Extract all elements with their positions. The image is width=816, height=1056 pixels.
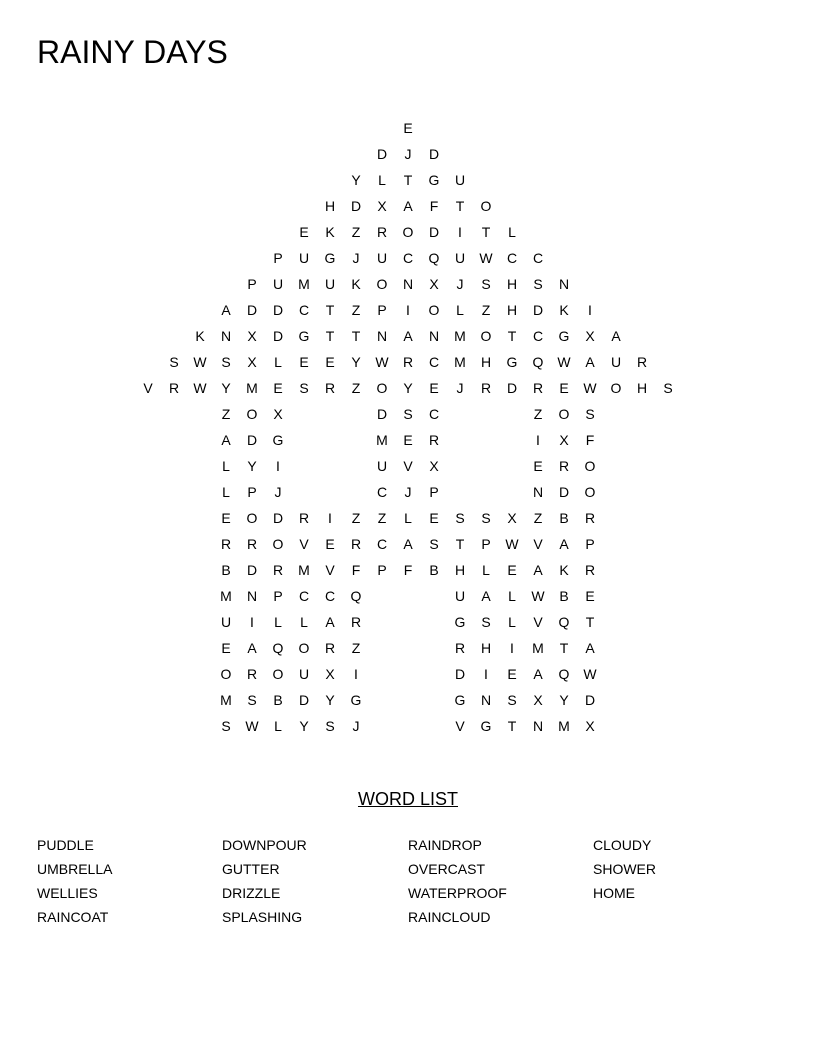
grid-letter: O: [480, 198, 492, 214]
grid-letter: E: [507, 562, 517, 578]
grid-letter: E: [507, 666, 517, 682]
grid-letter: J: [404, 484, 412, 500]
grid-letter: L: [508, 588, 516, 604]
grid-letter: R: [584, 510, 596, 526]
grid-letter: S: [403, 406, 413, 422]
grid-letter: X: [429, 276, 439, 292]
grid-letter: X: [585, 718, 595, 734]
grid-letter: L: [274, 718, 282, 734]
grid-letter: R: [220, 536, 232, 552]
word-list-item: SPLASHING: [222, 909, 303, 925]
grid-letter: W: [193, 380, 207, 396]
grid-letter: T: [559, 640, 569, 656]
grid-letter: Z: [351, 640, 361, 656]
grid-letter: E: [299, 354, 309, 370]
grid-letter: M: [532, 640, 544, 656]
page-title: RAINY DAYS: [37, 34, 228, 70]
grid-letter: G: [558, 328, 570, 344]
grid-letter: N: [558, 276, 570, 292]
grid-letter: O: [298, 640, 310, 656]
grid-letter: L: [274, 354, 282, 370]
grid-letter: P: [481, 536, 491, 552]
grid-letter: T: [507, 328, 517, 344]
grid-letter: G: [298, 328, 310, 344]
grid-letter: S: [429, 536, 439, 552]
grid-letter: L: [508, 224, 516, 240]
grid-letter: I: [588, 302, 592, 318]
grid-letter: T: [481, 224, 491, 240]
grid-letter: E: [221, 510, 231, 526]
grid-letter: U: [272, 276, 284, 292]
grid-letter: S: [325, 718, 335, 734]
grid-letter: V: [533, 536, 543, 552]
grid-letter: F: [403, 562, 413, 578]
grid-letter: V: [403, 458, 413, 474]
grid-letter: E: [559, 380, 569, 396]
word-list-item: OVERCAST: [408, 861, 486, 877]
grid-letter: S: [507, 692, 517, 708]
grid-letter: W: [505, 536, 519, 552]
grid-letter: D: [272, 510, 284, 526]
grid-letter: U: [610, 354, 622, 370]
grid-letter: R: [636, 354, 648, 370]
grid-letter: R: [324, 380, 336, 396]
grid-letter: F: [429, 198, 439, 214]
grid-letter: Y: [403, 380, 413, 396]
grid-letter: N: [376, 328, 388, 344]
grid-letter: L: [404, 510, 412, 526]
grid-letter: W: [583, 380, 597, 396]
grid-letter: F: [351, 562, 361, 578]
grid-letter: R: [324, 640, 336, 656]
grid-letter: W: [557, 354, 571, 370]
word-list-item: GUTTER: [222, 861, 280, 877]
grid-letter: O: [220, 666, 232, 682]
grid-letter: V: [325, 562, 335, 578]
grid-letter: J: [404, 146, 412, 162]
grid-letter: E: [403, 432, 413, 448]
grid-letter: Y: [351, 172, 361, 188]
grid-letter: U: [454, 172, 466, 188]
grid-letter: R: [584, 562, 596, 578]
grid-letter: U: [220, 614, 232, 630]
grid-letter: D: [246, 302, 258, 318]
grid-letter: C: [428, 354, 440, 370]
grid-letter: T: [585, 614, 595, 630]
grid-letter: Y: [299, 718, 309, 734]
grid-letter: O: [272, 536, 284, 552]
grid-letter: D: [246, 562, 258, 578]
grid-letter: V: [533, 614, 543, 630]
grid-letter: X: [429, 458, 439, 474]
grid-letter: R: [480, 380, 492, 396]
grid-letter: N: [480, 692, 492, 708]
grid-letter: B: [559, 510, 569, 526]
grid-letter: T: [507, 718, 517, 734]
grid-letter: M: [454, 328, 466, 344]
grid-letter: B: [273, 692, 283, 708]
grid-letter: E: [325, 536, 335, 552]
grid-letter: D: [272, 302, 284, 318]
grid-letter: S: [299, 380, 309, 396]
grid-letter: E: [403, 120, 413, 136]
word-list-heading: WORD LIST: [357, 789, 458, 809]
grid-letter: W: [479, 250, 493, 266]
word-list-item: SHOWER: [593, 861, 656, 877]
grid-letter: I: [536, 432, 540, 448]
grid-letter: Z: [481, 302, 491, 318]
grid-letter: C: [532, 250, 544, 266]
grid-letter: K: [559, 302, 569, 318]
grid-letter: H: [506, 276, 518, 292]
grid-letter: H: [506, 302, 518, 318]
grid-letter: C: [506, 250, 518, 266]
grid-letter: X: [585, 328, 595, 344]
grid-letter: N: [246, 588, 258, 604]
grid-letter: P: [273, 250, 283, 266]
grid-letter: O: [376, 380, 388, 396]
grid-letter: N: [402, 276, 414, 292]
grid-letter: S: [481, 510, 491, 526]
grid-letter: O: [272, 666, 284, 682]
grid-letter: L: [274, 614, 282, 630]
grid-letter: O: [246, 510, 258, 526]
grid-letter: R: [402, 354, 414, 370]
grid-letter: G: [428, 172, 440, 188]
word-list-item: RAINCOAT: [37, 909, 109, 925]
grid-letter: X: [559, 432, 569, 448]
grid-letter: K: [195, 328, 205, 344]
grid-letter: K: [351, 276, 361, 292]
grid-letter: C: [532, 328, 544, 344]
word-list-item: WELLIES: [37, 885, 98, 901]
grid-letter: C: [324, 588, 336, 604]
word-list-item: UMBRELLA: [37, 861, 113, 877]
grid-letter: P: [247, 276, 257, 292]
grid-letter: R: [558, 458, 570, 474]
grid-letter: I: [250, 614, 254, 630]
grid-letter: E: [429, 510, 439, 526]
grid-letter: S: [221, 354, 231, 370]
word-list-item: CLOUDY: [593, 837, 652, 853]
grid-letter: U: [454, 250, 466, 266]
grid-letter: X: [247, 328, 257, 344]
grid-letter: D: [558, 484, 570, 500]
grid-letter: S: [533, 276, 543, 292]
grid-letter: D: [584, 692, 596, 708]
grid-letter: A: [403, 536, 413, 552]
grid-letter: S: [663, 380, 673, 396]
grid-letter: J: [352, 718, 360, 734]
grid-letter: G: [454, 692, 466, 708]
grid-letter: A: [585, 640, 595, 656]
grid-letter: A: [533, 562, 543, 578]
grid-letter: B: [221, 562, 231, 578]
grid-letter: Q: [558, 614, 570, 630]
grid-letter: I: [458, 224, 462, 240]
grid-letter: I: [510, 640, 514, 656]
word-list-item: HOME: [593, 885, 635, 901]
grid-letter: R: [376, 224, 388, 240]
grid-letter: Q: [558, 666, 570, 682]
grid-letter: N: [532, 718, 544, 734]
grid-letter: R: [272, 562, 284, 578]
grid-letter: R: [428, 432, 440, 448]
grid-letter: I: [328, 510, 332, 526]
grid-letter: D: [376, 146, 388, 162]
grid-letter: R: [168, 380, 180, 396]
grid-letter: X: [325, 666, 335, 682]
grid-letter: U: [298, 666, 310, 682]
grid-letter: U: [376, 458, 388, 474]
grid-letter: Z: [377, 510, 387, 526]
grid-letter: D: [376, 406, 388, 422]
grid-letter: I: [484, 666, 488, 682]
grid-letter: K: [559, 562, 569, 578]
grid-letter: D: [272, 328, 284, 344]
grid-letter: S: [481, 276, 491, 292]
grid-letter: E: [429, 380, 439, 396]
grid-letter: E: [533, 458, 543, 474]
grid-letter: U: [376, 250, 388, 266]
grid-letter: G: [324, 250, 336, 266]
grid-letter: A: [221, 302, 231, 318]
grid-letter: X: [247, 354, 257, 370]
grid-letter: H: [636, 380, 648, 396]
grid-letter: T: [403, 172, 413, 188]
grid-letter: O: [246, 406, 258, 422]
grid-letter: R: [350, 614, 362, 630]
grid-letter: A: [403, 198, 413, 214]
grid-letter: W: [193, 354, 207, 370]
grid-letter: R: [298, 510, 310, 526]
grid-letter: E: [299, 224, 309, 240]
grid-letter: S: [585, 406, 595, 422]
grid-letter: W: [245, 718, 259, 734]
grid-letter: E: [221, 640, 231, 656]
grid-letter: S: [169, 354, 179, 370]
grid-letter: X: [507, 510, 517, 526]
grid-letter: C: [298, 302, 310, 318]
grid-letter: H: [480, 354, 492, 370]
grid-letter: P: [247, 484, 257, 500]
grid-letter: G: [506, 354, 518, 370]
grid-letter: R: [532, 380, 544, 396]
grid-letter: M: [454, 354, 466, 370]
grid-letter: Z: [351, 510, 361, 526]
grid-letter: N: [428, 328, 440, 344]
grid-letter: L: [300, 614, 308, 630]
grid-letter: A: [533, 666, 543, 682]
grid-letter: C: [428, 406, 440, 422]
grid-letter: Z: [221, 406, 231, 422]
grid-letter: S: [455, 510, 465, 526]
grid-letter: U: [454, 588, 466, 604]
grid-letter: O: [584, 484, 596, 500]
grid-letter: D: [428, 146, 440, 162]
grid-letter: I: [406, 302, 410, 318]
grid-letter: Y: [351, 354, 361, 370]
grid-letter: M: [558, 718, 570, 734]
grid-letter: C: [402, 250, 414, 266]
grid-letter: D: [506, 380, 518, 396]
grid-letter: R: [246, 666, 258, 682]
grid-letter: E: [273, 380, 283, 396]
grid-letter: L: [482, 562, 490, 578]
word-list-item: RAINDROP: [408, 837, 482, 853]
grid-letter: J: [456, 276, 464, 292]
grid-letter: G: [454, 614, 466, 630]
word-list-item: PUDDLE: [37, 837, 94, 853]
grid-letter: M: [220, 588, 232, 604]
grid-letter: T: [455, 536, 465, 552]
grid-letter: J: [352, 250, 360, 266]
grid-letter: Q: [350, 588, 362, 604]
grid-letter: D: [298, 692, 310, 708]
grid-letter: V: [455, 718, 465, 734]
grid-letter: W: [531, 588, 545, 604]
grid-letter: O: [402, 224, 414, 240]
grid-letter: D: [350, 198, 362, 214]
grid-letter: K: [325, 224, 335, 240]
grid-letter: R: [454, 640, 466, 656]
grid-letter: H: [480, 640, 492, 656]
grid-letter: A: [481, 588, 491, 604]
word-list-item: DRIZZLE: [222, 885, 281, 901]
grid-letter: O: [428, 302, 440, 318]
grid-letter: Z: [533, 406, 543, 422]
grid-letter: L: [508, 614, 516, 630]
grid-letter: P: [429, 484, 439, 500]
grid-letter: D: [532, 302, 544, 318]
grid-letter: P: [585, 536, 595, 552]
grid-letter: C: [376, 484, 388, 500]
grid-letter: L: [456, 302, 464, 318]
grid-letter: X: [377, 198, 387, 214]
grid-letter: W: [583, 666, 597, 682]
grid-letter: C: [376, 536, 388, 552]
grid-letter: E: [325, 354, 335, 370]
grid-letter: A: [611, 328, 621, 344]
grid-letter: Y: [221, 380, 231, 396]
grid-letter: U: [324, 276, 336, 292]
grid-letter: C: [298, 588, 310, 604]
grid-letter: J: [274, 484, 282, 500]
grid-letter: B: [429, 562, 439, 578]
grid-letter: D: [246, 432, 258, 448]
grid-letter: P: [377, 562, 387, 578]
grid-letter: A: [247, 640, 257, 656]
grid-letter: T: [455, 198, 465, 214]
grid-letter: Z: [351, 302, 361, 318]
grid-letter: A: [221, 432, 231, 448]
grid-letter: Q: [428, 250, 440, 266]
grid-letter: A: [403, 328, 413, 344]
grid-letter: A: [325, 614, 335, 630]
grid-letter: D: [454, 666, 466, 682]
grid-letter: P: [377, 302, 387, 318]
grid-letter: O: [376, 276, 388, 292]
grid-letter: T: [325, 328, 335, 344]
grid-letter: R: [350, 536, 362, 552]
grid-letter: Z: [351, 380, 361, 396]
grid-letter: G: [480, 718, 492, 734]
word-list-item: WATERPROOF: [408, 885, 507, 901]
grid-letter: T: [351, 328, 361, 344]
grid-letter: M: [220, 692, 232, 708]
grid-letter: B: [559, 588, 569, 604]
grid-letter: Y: [247, 458, 257, 474]
grid-letter: P: [273, 588, 283, 604]
grid-letter: V: [143, 380, 153, 396]
grid-letter: J: [456, 380, 464, 396]
grid-letter: G: [350, 692, 362, 708]
grid-letter: M: [246, 380, 258, 396]
grid-letter: X: [533, 692, 543, 708]
grid-letter: V: [299, 536, 309, 552]
grid-letter: H: [324, 198, 336, 214]
grid-letter: R: [246, 536, 258, 552]
word-list-item: DOWNPOUR: [222, 837, 307, 853]
grid-letter: T: [325, 302, 335, 318]
word-list-item: RAINCLOUD: [408, 909, 491, 925]
grid-letter: I: [354, 666, 358, 682]
grid-letter: O: [584, 458, 596, 474]
grid-letter: M: [376, 432, 388, 448]
grid-letter: W: [375, 354, 389, 370]
grid-letter: O: [558, 406, 570, 422]
grid-letter: O: [480, 328, 492, 344]
grid-letter: O: [610, 380, 622, 396]
grid-letter: H: [454, 562, 466, 578]
grid-letter: M: [298, 562, 310, 578]
grid-letter: U: [298, 250, 310, 266]
grid-letter: S: [221, 718, 231, 734]
grid-letter: S: [247, 692, 257, 708]
grid-letter: G: [272, 432, 284, 448]
grid-letter: Z: [533, 510, 543, 526]
grid-letter: I: [276, 458, 280, 474]
grid-letter: X: [273, 406, 283, 422]
grid-letter: L: [222, 484, 230, 500]
grid-letter: Y: [325, 692, 335, 708]
grid-letter: N: [220, 328, 232, 344]
grid-letter: Y: [559, 692, 569, 708]
grid-letter: A: [559, 536, 569, 552]
grid-letter: F: [585, 432, 595, 448]
grid-letter: Q: [532, 354, 544, 370]
grid-letter: A: [585, 354, 595, 370]
grid-letter: S: [481, 614, 491, 630]
grid-letter: E: [585, 588, 595, 604]
grid-letter: L: [222, 458, 230, 474]
grid-letter: Q: [272, 640, 284, 656]
grid-letter: M: [298, 276, 310, 292]
grid-letter: N: [532, 484, 544, 500]
grid-letter: D: [428, 224, 440, 240]
grid-letter: Z: [351, 224, 361, 240]
grid-letter: L: [378, 172, 386, 188]
